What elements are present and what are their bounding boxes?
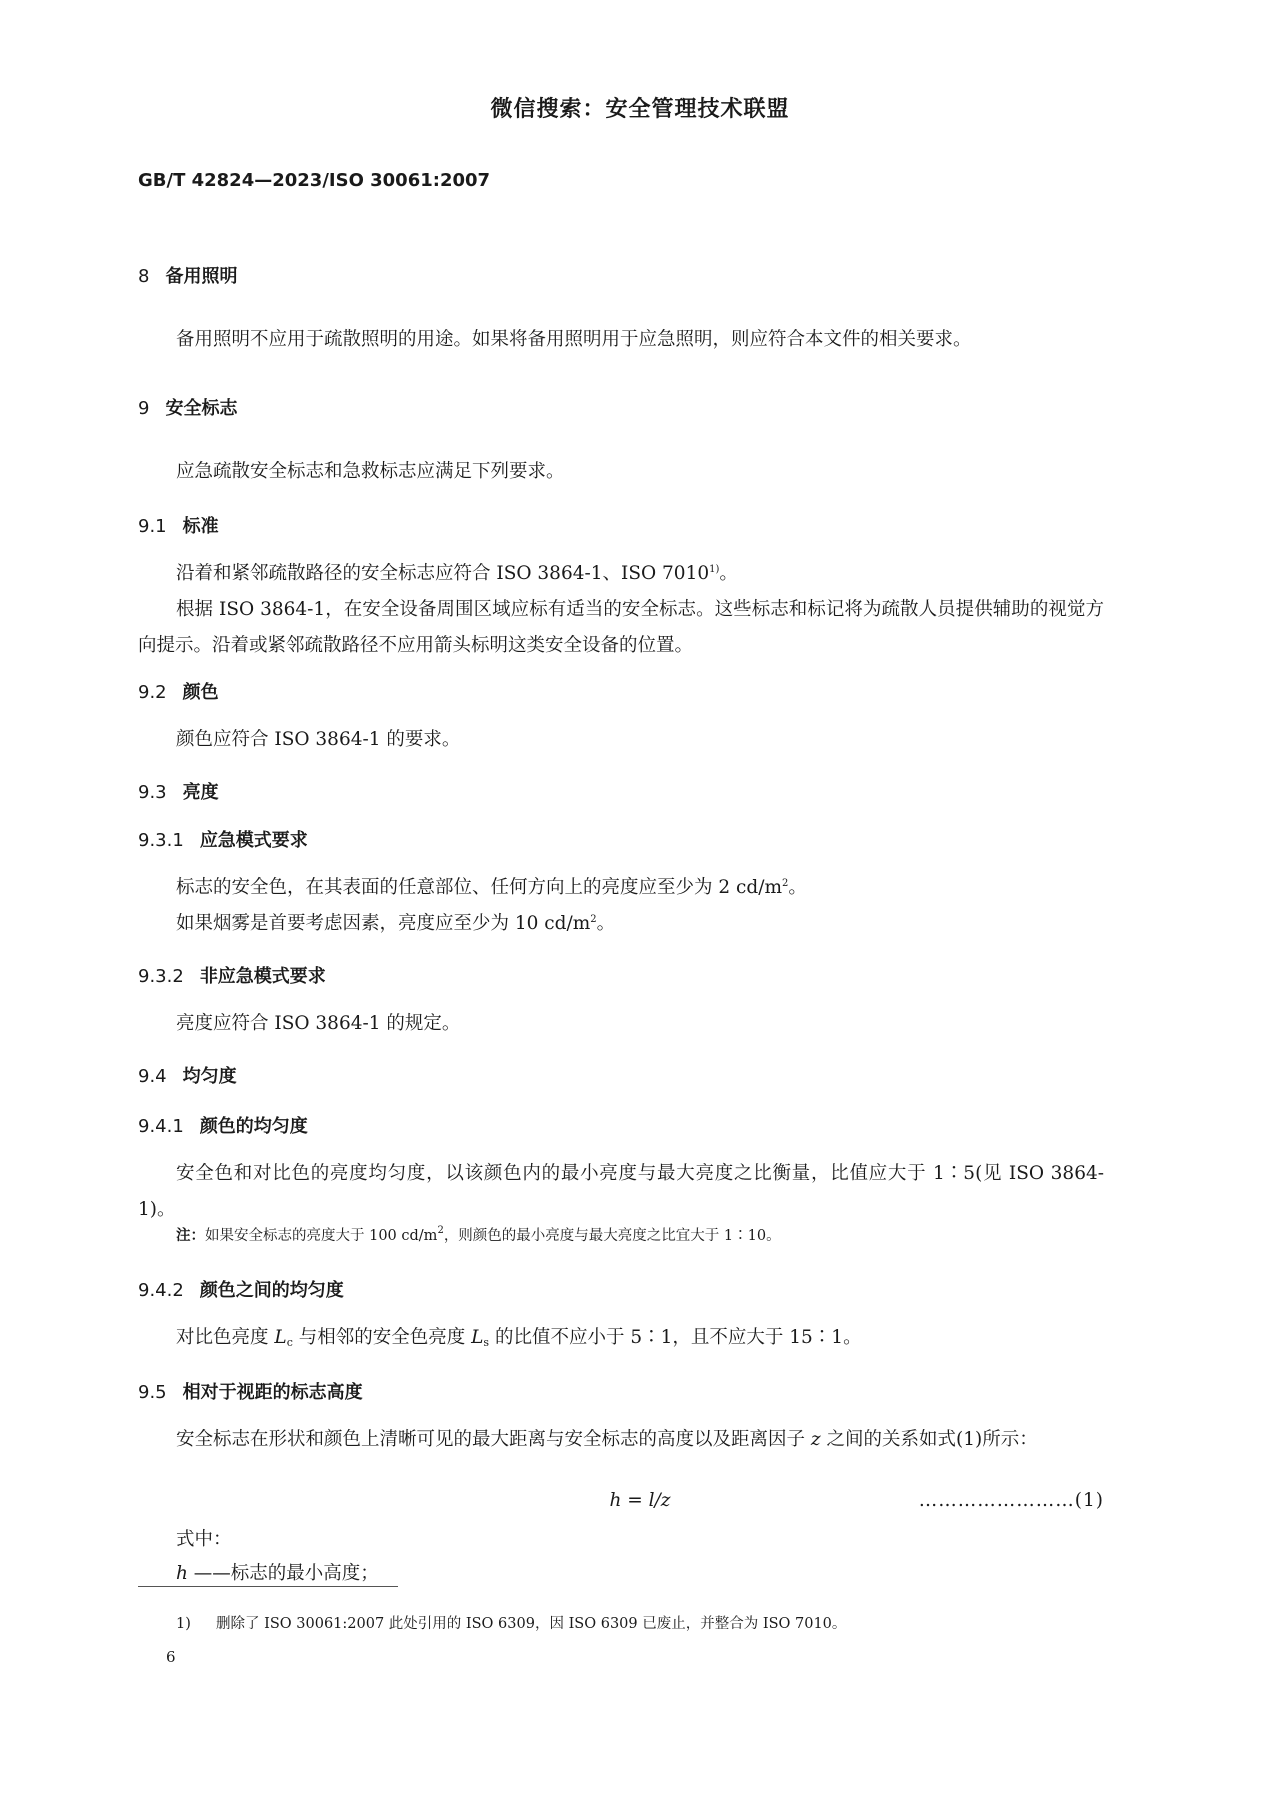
text: 如果安全标志的亮度大于 100 cd/m <box>205 1228 438 1244</box>
formula: h = l/z <box>609 1490 671 1511</box>
footnote-ref: 1) <box>709 564 720 575</box>
heading-9-3-2 <box>138 962 326 988</box>
heading-number: 9.5 <box>138 1382 167 1403</box>
superscript: 2 <box>437 1225 444 1236</box>
heading-title: 备用照明 <box>165 266 238 287</box>
where-label: 式中： <box>176 1529 232 1550</box>
subscript: c <box>286 1336 293 1349</box>
heading-9-4-2 <box>138 1276 344 1302</box>
heading-number: 9.3 <box>138 782 167 803</box>
note-label: 注： <box>176 1228 205 1244</box>
text: ，则颜色的最小亮度与最大亮度之比宜大于 1∶10。 <box>443 1228 781 1244</box>
symbol-z: z <box>810 1429 821 1450</box>
text: 安全标志在形状和颜色上清晰可见的最大距离与安全标志的高度以及距离因子 <box>176 1429 811 1450</box>
heading-title: 应急模式要求 <box>199 830 308 851</box>
heading-9-4-1 <box>138 1112 308 1138</box>
heading-9 <box>138 394 237 420</box>
heading-number: 9.4.1 <box>138 1116 184 1137</box>
text: 对比色亮度 <box>176 1327 275 1348</box>
paragraph-9-4-1-1: 安全色和对比色的亮度均匀度，以该颜色内的最小亮度与最大亮度之比衡量，比值应大于 1∶5(见 ISO 3864-1)。 <box>138 1163 1104 1220</box>
symbol-L: L <box>471 1327 484 1348</box>
heading-title: 标准 <box>182 516 219 537</box>
heading-9-1 <box>138 512 219 538</box>
footnote <box>176 1612 846 1633</box>
paragraph-9-5-1 <box>138 1422 1104 1458</box>
subscript: s <box>483 1336 490 1349</box>
footnote-mark: 1) <box>176 1616 191 1632</box>
text: 如果烟雾是首要考虑因素，亮度应至少为 10 cd/m <box>176 913 591 934</box>
symbol-L: L <box>274 1327 287 1348</box>
paragraph-9-1-1 <box>138 556 1104 592</box>
footnote-text: 删除了 ISO 30061:2007 此处引用的 ISO 6309，因 ISO 6309 已废止，并整合为 ISO 7010。 <box>216 1616 847 1632</box>
heading-title: 颜色之间的均匀度 <box>199 1280 344 1301</box>
heading-title: 亮度 <box>182 782 219 803</box>
formula-number: ……………………(1) <box>918 1490 1104 1511</box>
standard-number: GB/T 42824—2023/ISO 30061:2007 <box>138 170 491 191</box>
paragraph-9-4-2-1 <box>138 1320 1104 1356</box>
heading-number: 8 <box>138 266 150 287</box>
text: 与相邻的安全色亮度 <box>292 1327 472 1348</box>
heading-title: 颜色的均匀度 <box>199 1116 308 1137</box>
heading-number: 9 <box>138 398 150 419</box>
heading-9-2 <box>138 678 219 704</box>
text: 标志的安全色，在其表面的任意部位、任何方向上的亮度应至少为 2 cd/m <box>176 877 783 898</box>
text: 之间的关系如式(1)所示： <box>820 1429 1038 1450</box>
heading-title: 安全标志 <box>165 398 238 419</box>
text: 沿着和紧邻疏散路径的安全标志应符合 ISO 3864-1、ISO 7010 <box>176 563 710 584</box>
paragraph-9-3-1-1 <box>138 870 1104 906</box>
watermark-header: 微信搜索：安全管理技术联盟 <box>490 97 790 122</box>
page-number: 6 <box>166 1648 176 1666</box>
text: 的比值不应小于 5∶1，且不应大于 15∶1。 <box>489 1327 862 1348</box>
heading-9-5 <box>138 1378 363 1404</box>
text: 。 <box>596 913 616 934</box>
paragraph-9-1-2: 根据 ISO 3864-1，在安全设备周围区域应标有适当的安全标志。这些标志和标记将为疏散人员提供辅助的视觉方向提示。沿着或紧邻疏散路径不应用箭头标明这类安全设备的位置。 <box>138 599 1104 656</box>
heading-9-3 <box>138 778 219 804</box>
heading-number: 9.4 <box>138 1066 167 1087</box>
paragraph-8-1: 备用照明不应用于疏散照明的用途。如果将备用照明用于应急照明，则应符合本文件的相关要求。 <box>176 329 972 350</box>
heading-number: 9.3.1 <box>138 830 184 851</box>
heading-title: 非应急模式要求 <box>199 966 326 987</box>
heading-title: 相对于视距的标志高度 <box>182 1382 363 1403</box>
heading-number: 9.2 <box>138 682 167 703</box>
heading-number: 9.1 <box>138 516 167 537</box>
paragraph-9-1: 应急疏散安全标志和急救标志应满足下列要求。 <box>176 461 565 482</box>
heading-8 <box>138 262 237 288</box>
paragraph-9-2-1: 颜色应符合 ISO 3864-1 的要求。 <box>176 729 461 750</box>
text: 。 <box>719 563 738 584</box>
heading-number: 9.3.2 <box>138 966 184 987</box>
text: 。 <box>788 877 807 898</box>
heading-title: 颜色 <box>182 682 219 703</box>
text: ——标志的最小高度； <box>187 1563 379 1584</box>
note <box>176 1224 1106 1248</box>
superscript: 2 <box>782 878 789 889</box>
heading-9-3-1 <box>138 826 308 852</box>
paragraph-9-3-1-2 <box>138 906 1104 942</box>
heading-title: 均匀度 <box>182 1066 237 1087</box>
symbol-h: h <box>176 1563 188 1584</box>
superscript: 2 <box>590 914 597 925</box>
heading-number: 9.4.2 <box>138 1280 184 1301</box>
paragraph-9-3-2-1: 亮度应符合 ISO 3864-1 的规定。 <box>176 1013 461 1034</box>
heading-9-4 <box>138 1062 237 1088</box>
footnote-divider <box>138 1586 398 1587</box>
